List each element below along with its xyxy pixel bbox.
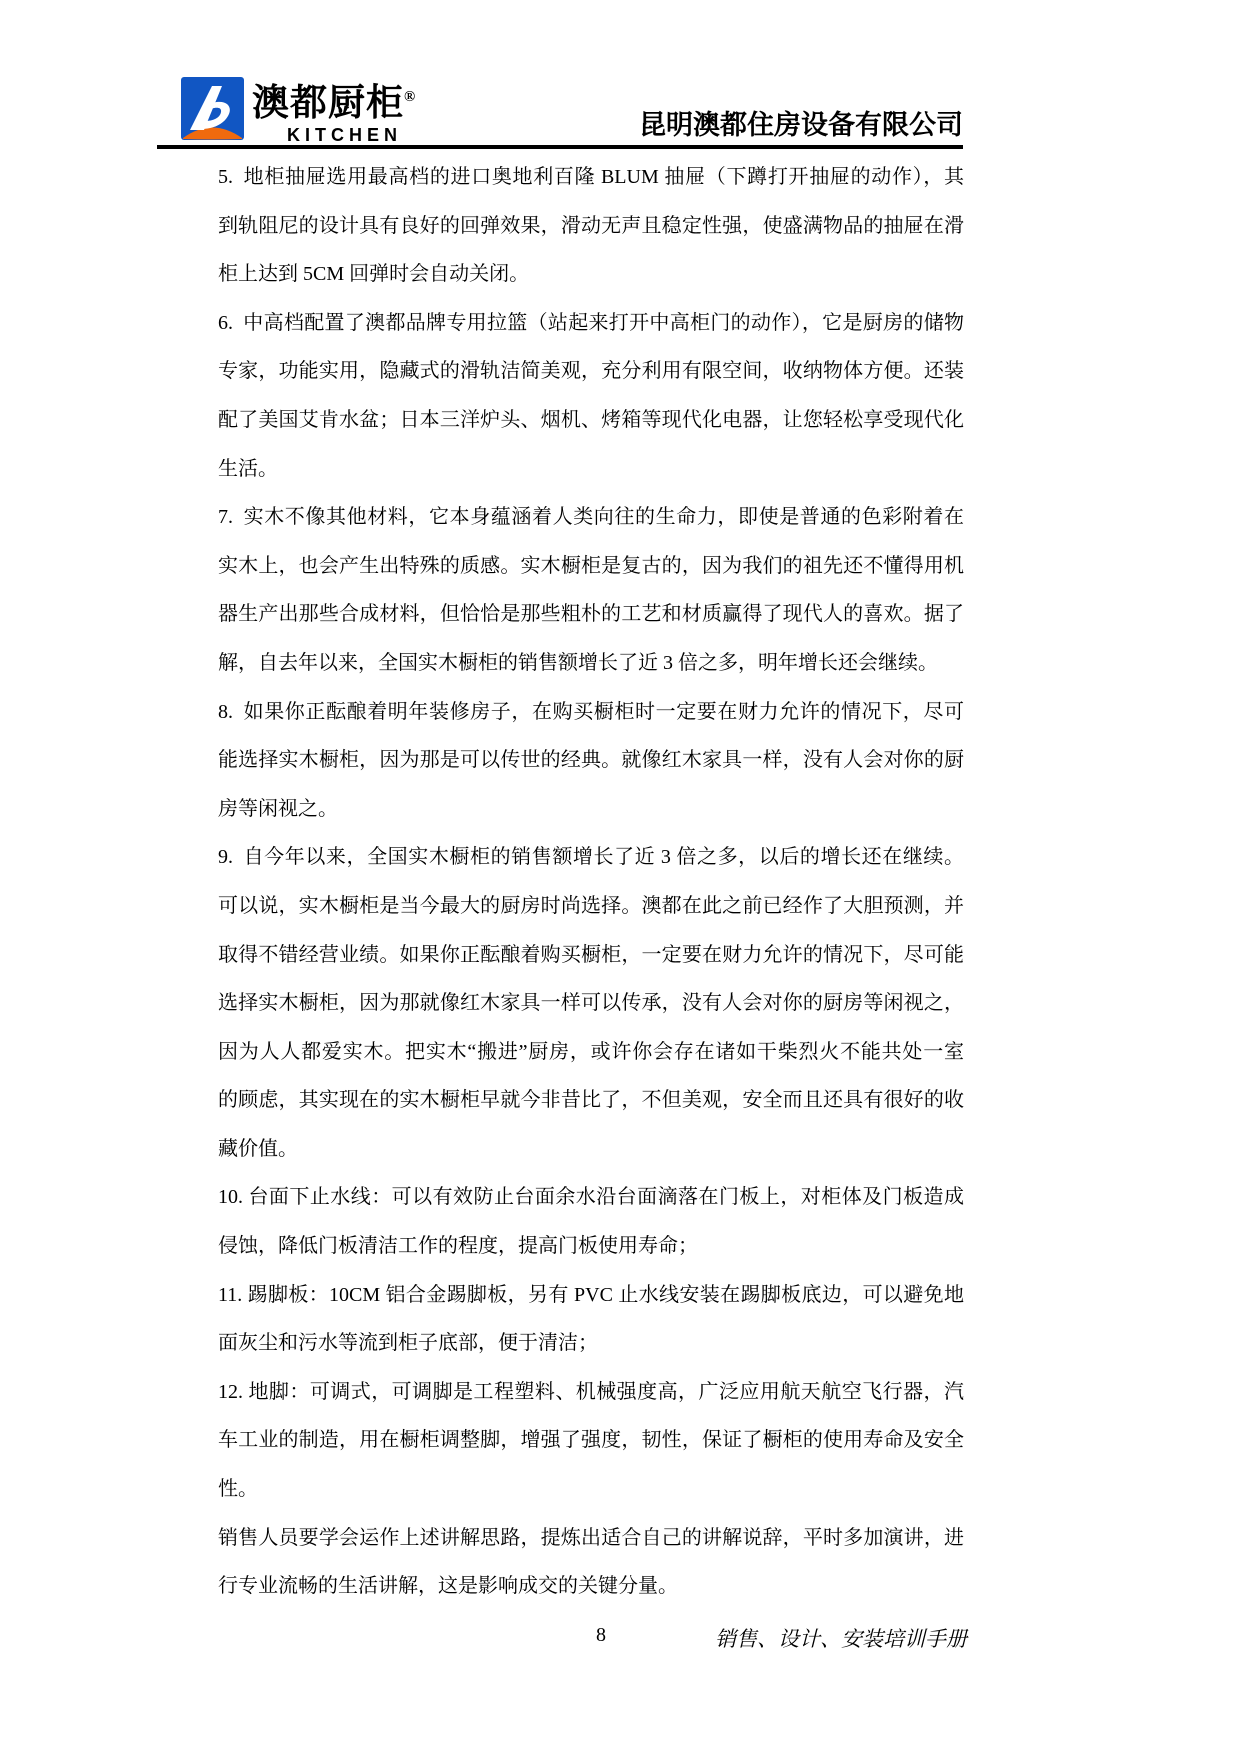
- text-line: 的顾虑，其实现在的实木橱柜早就今非昔比了，不但美观，安全而且还具有很好的收: [218, 1089, 964, 1112]
- text-line: 车工业的制造，用在橱柜调整脚，增强了强度，韧性，保证了橱柜的使用寿命及安全: [218, 1429, 964, 1452]
- brand-name-cn-text: 澳都厨柜: [252, 82, 404, 123]
- text-line: 性。: [218, 1478, 258, 1501]
- text-line: 到轨阻尼的设计具有良好的回弹效果，滑动无声且稳定性强，使盛满物品的抽屉在滑: [218, 214, 964, 237]
- registered-trademark-symbol: ®: [404, 89, 417, 105]
- text-line: 8. 如果你正酝酿着明年装修房子，在购买橱柜时一定要在财力允许的情况下，尽可: [218, 700, 964, 723]
- text-line: 能选择实木橱柜，因为那是可以传世的经典。就像红木家具一样，没有人会对你的厨: [218, 749, 964, 772]
- text-line: 11. 踢脚板：10CM 铝合金踢脚板，另有 PVC 止水线安装在踢脚板底边，可以避免地: [218, 1283, 964, 1306]
- page-footer: [0, 1618, 1241, 1666]
- paragraph: [218, 1271, 964, 1368]
- brand-logo-icon: [181, 77, 244, 140]
- text-line: 10. 台面下止水线：可以有效防止台面余水沿台面滴落在门板上，对柜体及门板造成: [218, 1186, 964, 1209]
- paragraph: [218, 153, 964, 299]
- manual-title: 销售、设计、安装培训手册: [715, 1627, 967, 1651]
- text-line: 实木上，也会产生出特殊的质感。实木橱柜是复古的，因为我们的祖先还不懂得用机: [218, 554, 964, 577]
- paragraph: [218, 1368, 964, 1514]
- text-line: 选择实木橱柜，因为那就像红木家具一样可以传承，没有人会对你的厨房等闲视之，: [218, 992, 964, 1015]
- paragraph: [218, 493, 964, 687]
- text-line: 9. 自今年以来，全国实木橱柜的销售额增长了近 3 倍之多，以后的增长还在继续。: [218, 846, 964, 869]
- text-line: 6. 中高档配置了澳都品牌专用拉篮（站起来打开中高柜门的动作），它是厨房的储物: [218, 311, 964, 334]
- brand-logo: [181, 77, 244, 140]
- company-name: 昆明澳都住房设备有限公司: [639, 110, 963, 140]
- paragraph: [218, 1173, 964, 1270]
- text-line: 取得不错经营业绩。如果你正酝酿着购买橱柜，一定要在财力允许的情况下，尽可能: [218, 943, 964, 966]
- text-line: 7. 实木不像其他材料，它本身蕴涵着人类向往的生命力，即使是普通的色彩附着在: [218, 506, 964, 529]
- brand-text-block: [252, 76, 432, 146]
- text-line: 柜上达到 5CM 回弹时会自动关闭。: [218, 263, 530, 286]
- text-line: 房等闲视之。: [218, 797, 338, 820]
- text-line: 因为人人都爱实木。把实木“搬进”厨房，或许你会存在诸如干柴烈火不能共处一室: [218, 1040, 964, 1063]
- document-body: [218, 153, 964, 1611]
- text-line: 藏价值。: [218, 1137, 298, 1160]
- brand-name-en: KITCHEN: [287, 125, 402, 145]
- text-line: 配了美国艾肯水盆；日本三洋炉头、烟机、烤箱等现代化电器，让您轻松享受现代化: [218, 408, 964, 431]
- brand-name-cn: [252, 76, 432, 124]
- text-line: 5. 地柜抽屉选用最高档的进口奥地利百隆 BLUM 抽屉（下蹲打开抽屉的动作），其: [218, 166, 964, 188]
- text-line: 可以说，实木橱柜是当今最大的厨房时尚选择。澳都在此之前已经作了大胆预测，并: [218, 894, 964, 917]
- paragraph: [218, 688, 964, 834]
- page-header: [0, 0, 1241, 150]
- text-line: 侵蚀，降低门板清洁工作的程度，提高门板使用寿命；: [218, 1235, 698, 1258]
- text-line: 销售人员要学会运作上述讲解思路，提炼出适合自己的讲解说辞，平时多加演讲，进: [218, 1526, 964, 1549]
- text-line: 面灰尘和污水等流到柜子底部，便于清洁；: [218, 1332, 598, 1355]
- text-line: 行专业流畅的生活讲解，这是影响成交的关键分量。: [218, 1575, 678, 1598]
- paragraph: [218, 833, 964, 1173]
- page-number: 8: [596, 1624, 606, 1646]
- paragraph: [218, 299, 964, 493]
- paragraph: [218, 1514, 964, 1611]
- text-line: 生活。: [218, 457, 278, 480]
- text-line: 解，自去年以来，全国实木橱柜的销售额增长了近 3 倍之多，明年增长还会继续。: [218, 651, 938, 674]
- text-line: 专家，功能实用，隐藏式的滑轨洁简美观，充分利用有限空间，收纳物体方便。还装: [218, 360, 964, 383]
- header-divider-line: [157, 145, 963, 149]
- text-line: 器生产出那些合成材料，但恰恰是那些粗朴的工艺和材质赢得了现代人的喜欢。据了: [218, 603, 964, 626]
- text-line: 12. 地脚：可调式，可调脚是工程塑料、机械强度高，广泛应用航天航空飞行器，汽: [218, 1380, 964, 1403]
